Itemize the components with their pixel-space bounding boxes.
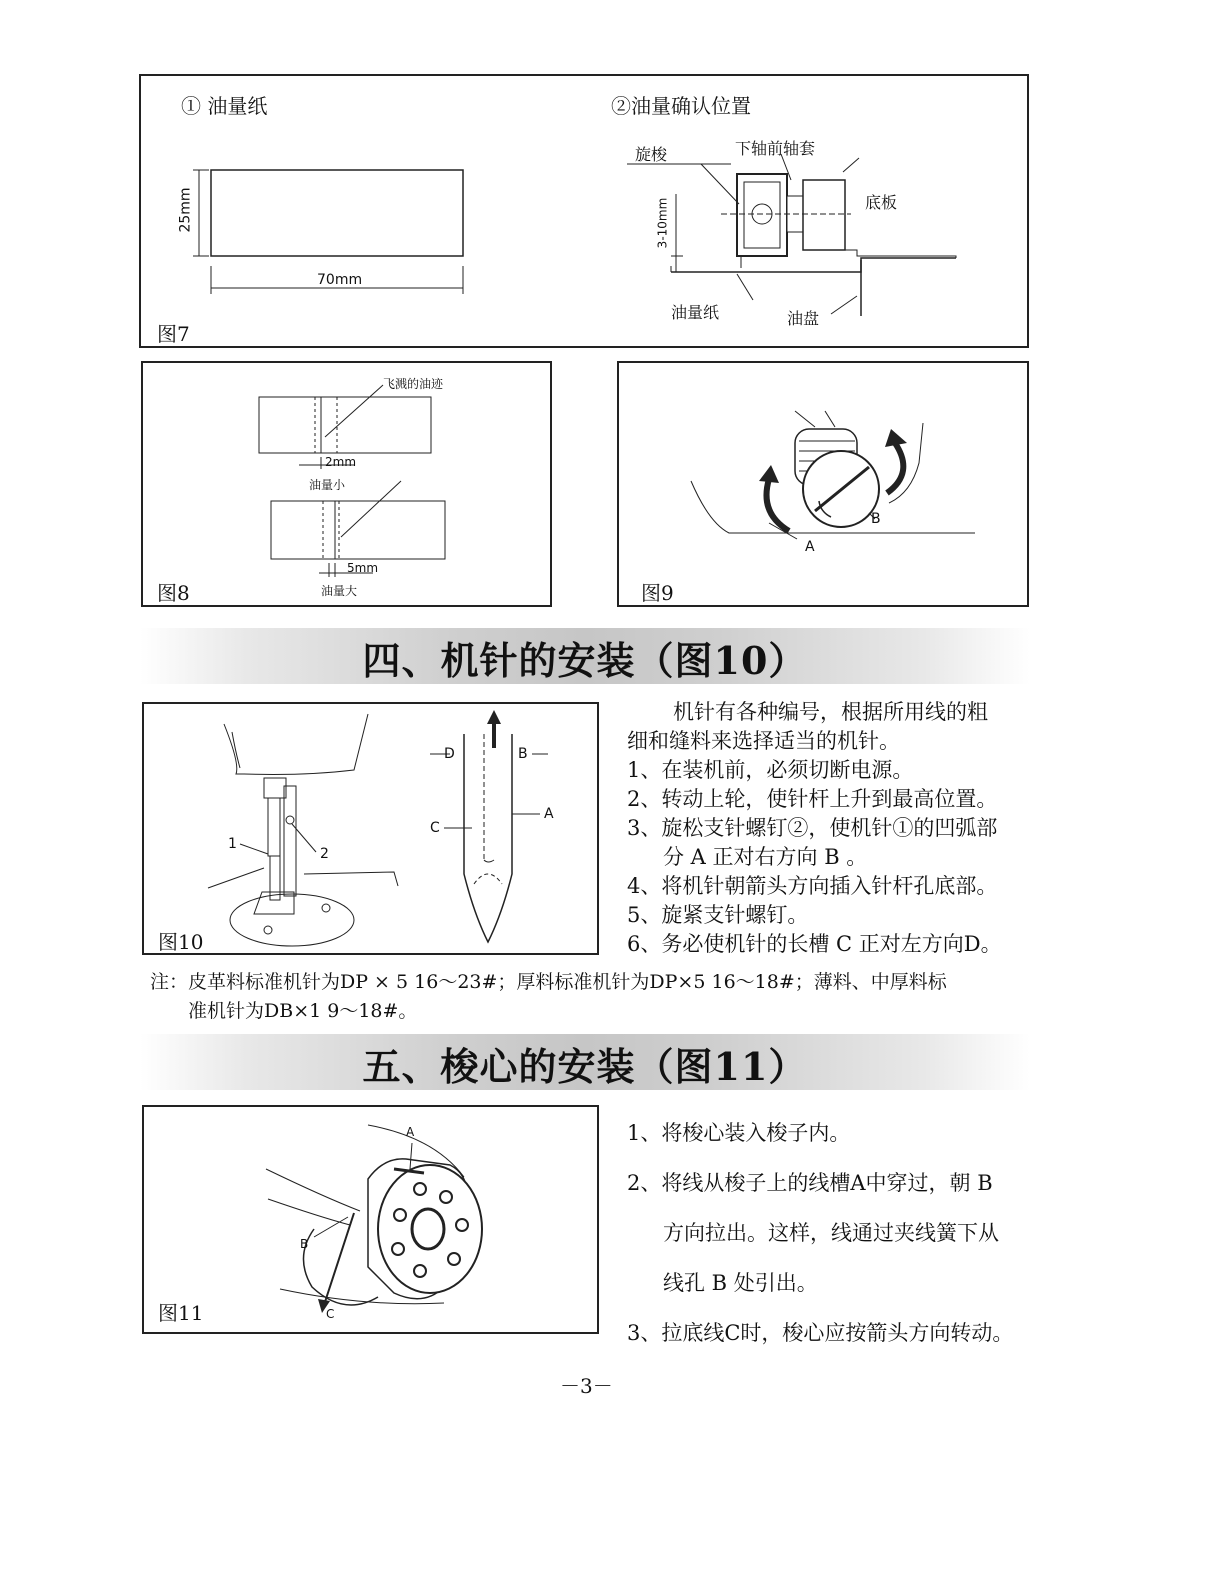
fig8-dim-small: 2mm xyxy=(325,455,357,469)
fig8-splash-label: 飞溅的油迹 xyxy=(383,377,444,391)
fig10-caption: 图10 xyxy=(158,930,204,954)
step-3-line-2: 分 A 正对右方向 B 。 xyxy=(663,845,868,869)
s5-step-1: 1、将梭心装入梭子内。 xyxy=(627,1121,851,1145)
fig11-label-a: A xyxy=(406,1125,415,1139)
figure-9-drawing xyxy=(619,363,1027,605)
fig7-caption: 图7 xyxy=(157,322,190,346)
fig10-label-a: A xyxy=(544,806,554,822)
fig7-label-paper: 油量纸 xyxy=(671,303,720,322)
fig8-label-small: 油量小 xyxy=(309,478,346,492)
fig7-right-title: ②油量确认位置 xyxy=(611,94,751,118)
section-5-heading: 五、梭心的安装（图11） xyxy=(362,1044,808,1089)
section-5-heading-band xyxy=(140,1034,1030,1090)
figure-10-drawing xyxy=(144,704,597,953)
step-6: 6、务必使机针的长槽 C 正对左方向D。 xyxy=(627,932,1002,956)
fig10-label-2: 2 xyxy=(320,846,329,862)
fig9-label-b: B xyxy=(871,511,881,527)
section-4-note xyxy=(150,968,947,1026)
section-4-heading-band xyxy=(140,628,1030,684)
step-1: 1、在装机前，必须切断电源。 xyxy=(627,758,914,782)
fig11-caption: 图11 xyxy=(158,1301,204,1325)
figure-11-drawing xyxy=(144,1107,597,1332)
fig9-caption: 图9 xyxy=(641,581,674,605)
fig11-label-c: C xyxy=(326,1307,335,1321)
s5-step-2-line-2: 方向拉出。这样，线通过夹线簧下从 xyxy=(663,1221,999,1245)
step-5: 5、旋紧支针螺钉。 xyxy=(627,903,809,927)
figure-11 xyxy=(142,1105,599,1334)
note-line-1: 注：皮革料标准机针为DP × 5 16～23#；厚料标准机针为DP×5 16～18#；薄料、中厚料标 xyxy=(150,971,947,993)
fig7-label-bushing: 下轴前轴套 xyxy=(735,139,816,158)
fig7-label-pan: 油盘 xyxy=(787,309,820,328)
fig7-left-title: ① 油量纸 xyxy=(181,94,268,118)
note-line-2: 准机针为DB×1 9～18#。 xyxy=(188,1000,418,1022)
fig7-label-hook: 旋梭 xyxy=(635,145,668,164)
fig8-caption: 图8 xyxy=(157,581,190,605)
s5-step-3: 3、拉底线C时，梭心应按箭头方向转动。 xyxy=(627,1321,1014,1345)
fig7-label-bed: 底板 xyxy=(865,193,898,212)
intro-line-1: 机针有各种编号，根据所用线的粗 xyxy=(673,700,988,724)
fig9-label-a: A xyxy=(805,539,815,555)
fig8-dim-large: 5mm xyxy=(347,561,379,575)
fig7-dim-gap: 3-10mm xyxy=(655,197,670,249)
s5-step-2-line-3: 线孔 B 处引出。 xyxy=(663,1271,818,1295)
fig10-label-c: C xyxy=(430,820,440,836)
fig10-label-d: D xyxy=(444,746,455,762)
fig7-dim-width: 70mm xyxy=(317,272,363,288)
figure-8 xyxy=(141,361,552,607)
fig11-label-b: B xyxy=(300,1237,309,1251)
step-4: 4、将机针朝箭头方向插入针杆孔底部。 xyxy=(627,874,998,898)
figure-7 xyxy=(139,74,1029,348)
section-4-heading: 四、机针的安装（图10） xyxy=(362,638,808,683)
intro-line-2: 细和缝料来选择适当的机针。 xyxy=(627,729,900,753)
step-2: 2、转动上轮，使针杆上升到最高位置。 xyxy=(627,787,998,811)
step-3-line-1: 3、旋松支针螺钉②，使机针①的凹弧部 xyxy=(627,816,998,840)
figure-9 xyxy=(617,361,1029,607)
fig7-dim-height: 25mm xyxy=(177,187,194,233)
fig10-label-1: 1 xyxy=(228,836,237,852)
figure-10 xyxy=(142,702,599,955)
section-4-text xyxy=(627,698,1002,959)
fig8-label-large: 油量大 xyxy=(321,584,358,598)
page-number: －3－ xyxy=(560,1374,613,1398)
fig10-label-b: B xyxy=(518,746,528,762)
section-5-text xyxy=(627,1108,1013,1358)
s5-step-2-line-1: 2、将线从梭子上的线槽A中穿过，朝 B xyxy=(627,1171,993,1195)
